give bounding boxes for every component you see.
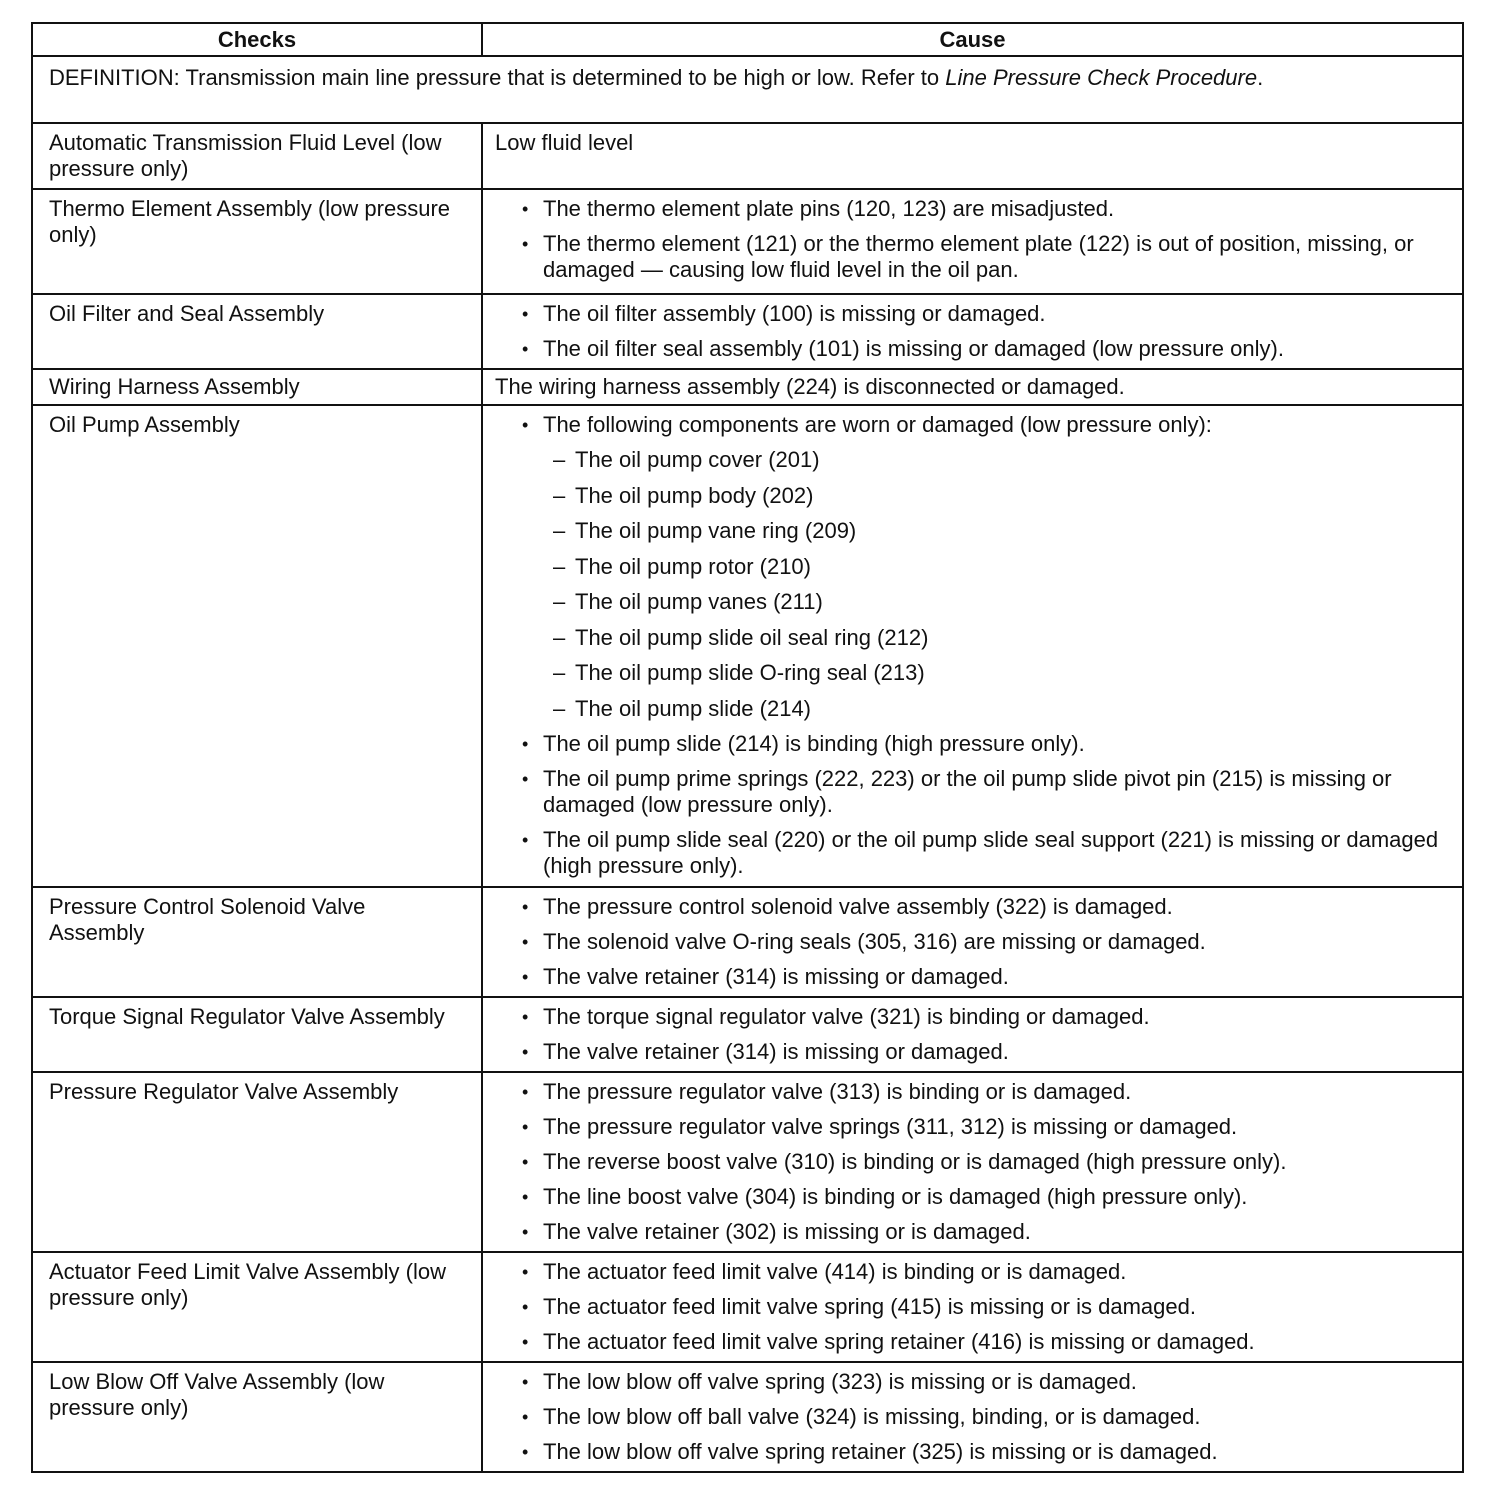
check-cell: Oil Pump Assembly <box>32 405 482 887</box>
bullet-icon: • <box>522 1442 529 1462</box>
cause-item <box>519 196 1450 222</box>
component-item <box>553 625 1450 651</box>
table-row <box>32 1072 1463 1252</box>
cause-item <box>519 412 1450 722</box>
bullet-icon: • <box>522 967 529 987</box>
definition-text: DEFINITION: Transmission main line pressure that is determined to be high or low. Refer to <box>49 65 946 90</box>
dash-icon: – <box>553 660 566 685</box>
cause-text: The oil pump slide seal (220) or the oil pump slide seal support (221) is missing or damaged (high pressure only). <box>543 826 1439 878</box>
cause-text: The actuator feed limit valve spring retainer (416) is missing or damaged. <box>543 1329 1255 1354</box>
check-cell: Torque Signal Regulator Valve Assembly <box>32 997 482 1072</box>
cause-list <box>495 1259 1450 1355</box>
cause-item <box>519 1439 1450 1465</box>
check-cell: Actuator Feed Limit Valve Assembly (low pressure only) <box>32 1252 482 1362</box>
bullet-icon: • <box>522 897 529 917</box>
cause-cell <box>482 294 1463 369</box>
component-item <box>553 447 1450 473</box>
cause-cell: The wiring harness assembly (224) is disconnected or damaged. <box>482 369 1463 405</box>
cause-item <box>519 1219 1450 1245</box>
bullet-icon: • <box>522 932 529 952</box>
bullet-icon: • <box>522 733 529 754</box>
cause-item <box>519 1039 1450 1065</box>
cause-text: The valve retainer (314) is missing or damaged. <box>543 964 1009 989</box>
cause-text: The oil pump slide (214) is binding (high pressure only). <box>543 730 1085 756</box>
cause-text: The valve retainer (314) is missing or damaged. <box>543 1039 1009 1064</box>
dash-icon: – <box>553 447 566 472</box>
cause-list <box>495 196 1450 283</box>
bullet-icon: • <box>522 199 529 219</box>
cause-item <box>519 1329 1450 1355</box>
cause-item <box>519 827 1450 879</box>
cause-item <box>519 1369 1450 1395</box>
cause-item <box>519 894 1450 920</box>
checks-header: Checks <box>32 23 482 56</box>
cause-text: The following components are worn or damaged (low pressure only): <box>543 412 1212 437</box>
check-cell: Thermo Element Assembly (low pressure only) <box>32 189 482 294</box>
cause-item <box>519 336 1450 362</box>
table-row <box>32 997 1463 1072</box>
table-row <box>32 887 1463 997</box>
cause-cell <box>482 887 1463 997</box>
cause-text: The reverse boost valve (310) is binding or is damaged (high pressure only). <box>543 1149 1287 1174</box>
bullet-icon: • <box>522 339 529 359</box>
cause-text: The oil filter assembly (100) is missing or damaged. <box>543 301 1046 326</box>
bullet-icon: • <box>522 234 529 254</box>
table-row <box>32 405 1463 887</box>
line-pressure-check-procedure-link[interactable]: Line Pressure Check Procedure <box>945 65 1258 90</box>
cause-text: The thermo element plate pins (120, 123) are misadjusted. <box>543 196 1115 221</box>
cause-item <box>519 1004 1450 1030</box>
cause-item <box>519 301 1450 327</box>
component-item <box>553 660 1450 686</box>
cause-item <box>519 1149 1450 1175</box>
dash-icon: – <box>553 624 566 650</box>
cause-text: The low blow off valve spring (323) is missing or is damaged. <box>543 1369 1137 1394</box>
component-sublist <box>543 447 1450 722</box>
table-row <box>32 369 1463 405</box>
cause-text: The valve retainer (302) is missing or is damaged. <box>543 1219 1031 1244</box>
check-cell: Automatic Transmission Fluid Level (low pressure only) <box>32 123 482 189</box>
dash-icon: – <box>553 553 566 579</box>
cause-item <box>519 1404 1450 1430</box>
bullet-icon: • <box>522 1007 529 1027</box>
diagnostic-table <box>31 22 1464 1473</box>
cause-cell: Low fluid level <box>482 123 1463 189</box>
dash-icon: – <box>553 695 566 721</box>
cause-item <box>519 964 1450 990</box>
component-item <box>553 589 1450 615</box>
bullet-icon: • <box>522 415 529 435</box>
component-text: The oil pump vanes (211) <box>575 589 823 614</box>
cause-text: The line boost valve (304) is binding or is damaged (high pressure only). <box>543 1184 1248 1209</box>
component-item <box>553 554 1450 580</box>
bullet-icon: • <box>522 1372 529 1392</box>
cause-text: The pressure control solenoid valve assembly (322) is damaged. <box>543 894 1173 919</box>
header-row <box>32 23 1463 56</box>
table-row <box>32 1252 1463 1362</box>
cause-text: The pressure regulator valve springs (311, 312) is missing or damaged. <box>543 1114 1238 1139</box>
component-text: The oil pump vane ring (209) <box>575 518 857 543</box>
cause-list <box>495 1004 1450 1065</box>
cause-text: The actuator feed limit valve (414) is binding or is damaged. <box>543 1259 1127 1284</box>
cause-cell <box>482 997 1463 1072</box>
table-row <box>32 294 1463 369</box>
cause-item <box>519 1259 1450 1285</box>
cause-list <box>495 1369 1450 1465</box>
cause-text: The oil filter seal assembly (101) is missing or damaged (low pressure only). <box>543 336 1284 361</box>
bullet-icon: • <box>522 1407 529 1427</box>
cause-text: The low blow off ball valve (324) is missing, binding, or is damaged. <box>543 1404 1201 1429</box>
component-text: The oil pump cover (201) <box>575 447 820 472</box>
check-cell: Pressure Control Solenoid Valve Assembly <box>32 887 482 997</box>
table-row <box>32 1362 1463 1472</box>
bullet-icon: • <box>522 1332 529 1352</box>
component-text: The oil pump rotor (210) <box>575 553 811 579</box>
cause-cell <box>482 189 1463 294</box>
definition-suffix: . <box>1257 65 1264 90</box>
component-text: The oil pump body (202) <box>575 482 814 508</box>
cause-item <box>519 929 1450 955</box>
cause-item <box>519 1114 1450 1140</box>
bullet-icon: • <box>522 1152 529 1172</box>
dash-icon: – <box>553 518 566 543</box>
dash-icon: – <box>553 482 566 508</box>
cause-item <box>519 1184 1450 1210</box>
cause-cell <box>482 1252 1463 1362</box>
cause-item <box>519 766 1450 818</box>
component-item <box>553 518 1450 544</box>
check-cell: Oil Filter and Seal Assembly <box>32 294 482 369</box>
component-text: The oil pump slide O-ring seal (213) <box>575 660 925 685</box>
cause-text: The actuator feed limit valve spring (415) is missing or is damaged. <box>543 1294 1196 1319</box>
cause-text: The oil pump prime springs (222, 223) or the oil pump slide pivot pin (215) is missing or damaged (low pressure only). <box>543 765 1392 817</box>
bullet-icon: • <box>522 1297 529 1317</box>
definition-cell <box>32 56 1463 123</box>
bullet-icon: • <box>522 304 529 324</box>
cause-cell <box>482 405 1463 887</box>
bullet-icon: • <box>522 1117 529 1137</box>
bullet-icon: • <box>522 768 529 789</box>
cause-cell <box>482 1072 1463 1252</box>
definition-row <box>32 56 1463 123</box>
bullet-icon: • <box>522 829 529 850</box>
cause-list <box>495 894 1450 990</box>
cause-text: The low blow off valve spring retainer (325) is missing or is damaged. <box>543 1439 1218 1464</box>
bullet-icon: • <box>522 1082 529 1102</box>
component-item <box>553 483 1450 509</box>
check-cell: Wiring Harness Assembly <box>32 369 482 405</box>
cause-item <box>519 1079 1450 1105</box>
component-item <box>553 696 1450 722</box>
dash-icon: – <box>553 589 566 614</box>
cause-item <box>519 731 1450 757</box>
component-text: The oil pump slide oil seal ring (212) <box>575 624 929 650</box>
cause-cell <box>482 1362 1463 1472</box>
check-cell: Pressure Regulator Valve Assembly <box>32 1072 482 1252</box>
cause-header: Cause <box>482 23 1463 56</box>
cause-list <box>495 301 1450 362</box>
bullet-icon: • <box>522 1042 529 1062</box>
cause-text: The torque signal regulator valve (321) is binding or damaged. <box>543 1004 1150 1029</box>
cause-list <box>495 412 1450 879</box>
bullet-icon: • <box>522 1262 529 1282</box>
table-row <box>32 189 1463 294</box>
bullet-icon: • <box>522 1187 529 1207</box>
cause-item <box>519 231 1450 283</box>
cause-item <box>519 1294 1450 1320</box>
table-row <box>32 123 1463 189</box>
cause-text: The pressure regulator valve (313) is binding or is damaged. <box>543 1079 1132 1104</box>
cause-text: The solenoid valve O-ring seals (305, 316) are missing or damaged. <box>543 929 1206 954</box>
cause-list <box>495 1079 1450 1245</box>
bullet-icon: • <box>522 1222 529 1242</box>
check-cell: Low Blow Off Valve Assembly (low pressure only) <box>32 1362 482 1472</box>
component-text: The oil pump slide (214) <box>575 695 812 721</box>
cause-text: The thermo element (121) or the thermo element plate (122) is out of position, missing, or damaged — causing low fluid level in the oil pan. <box>543 231 1414 282</box>
